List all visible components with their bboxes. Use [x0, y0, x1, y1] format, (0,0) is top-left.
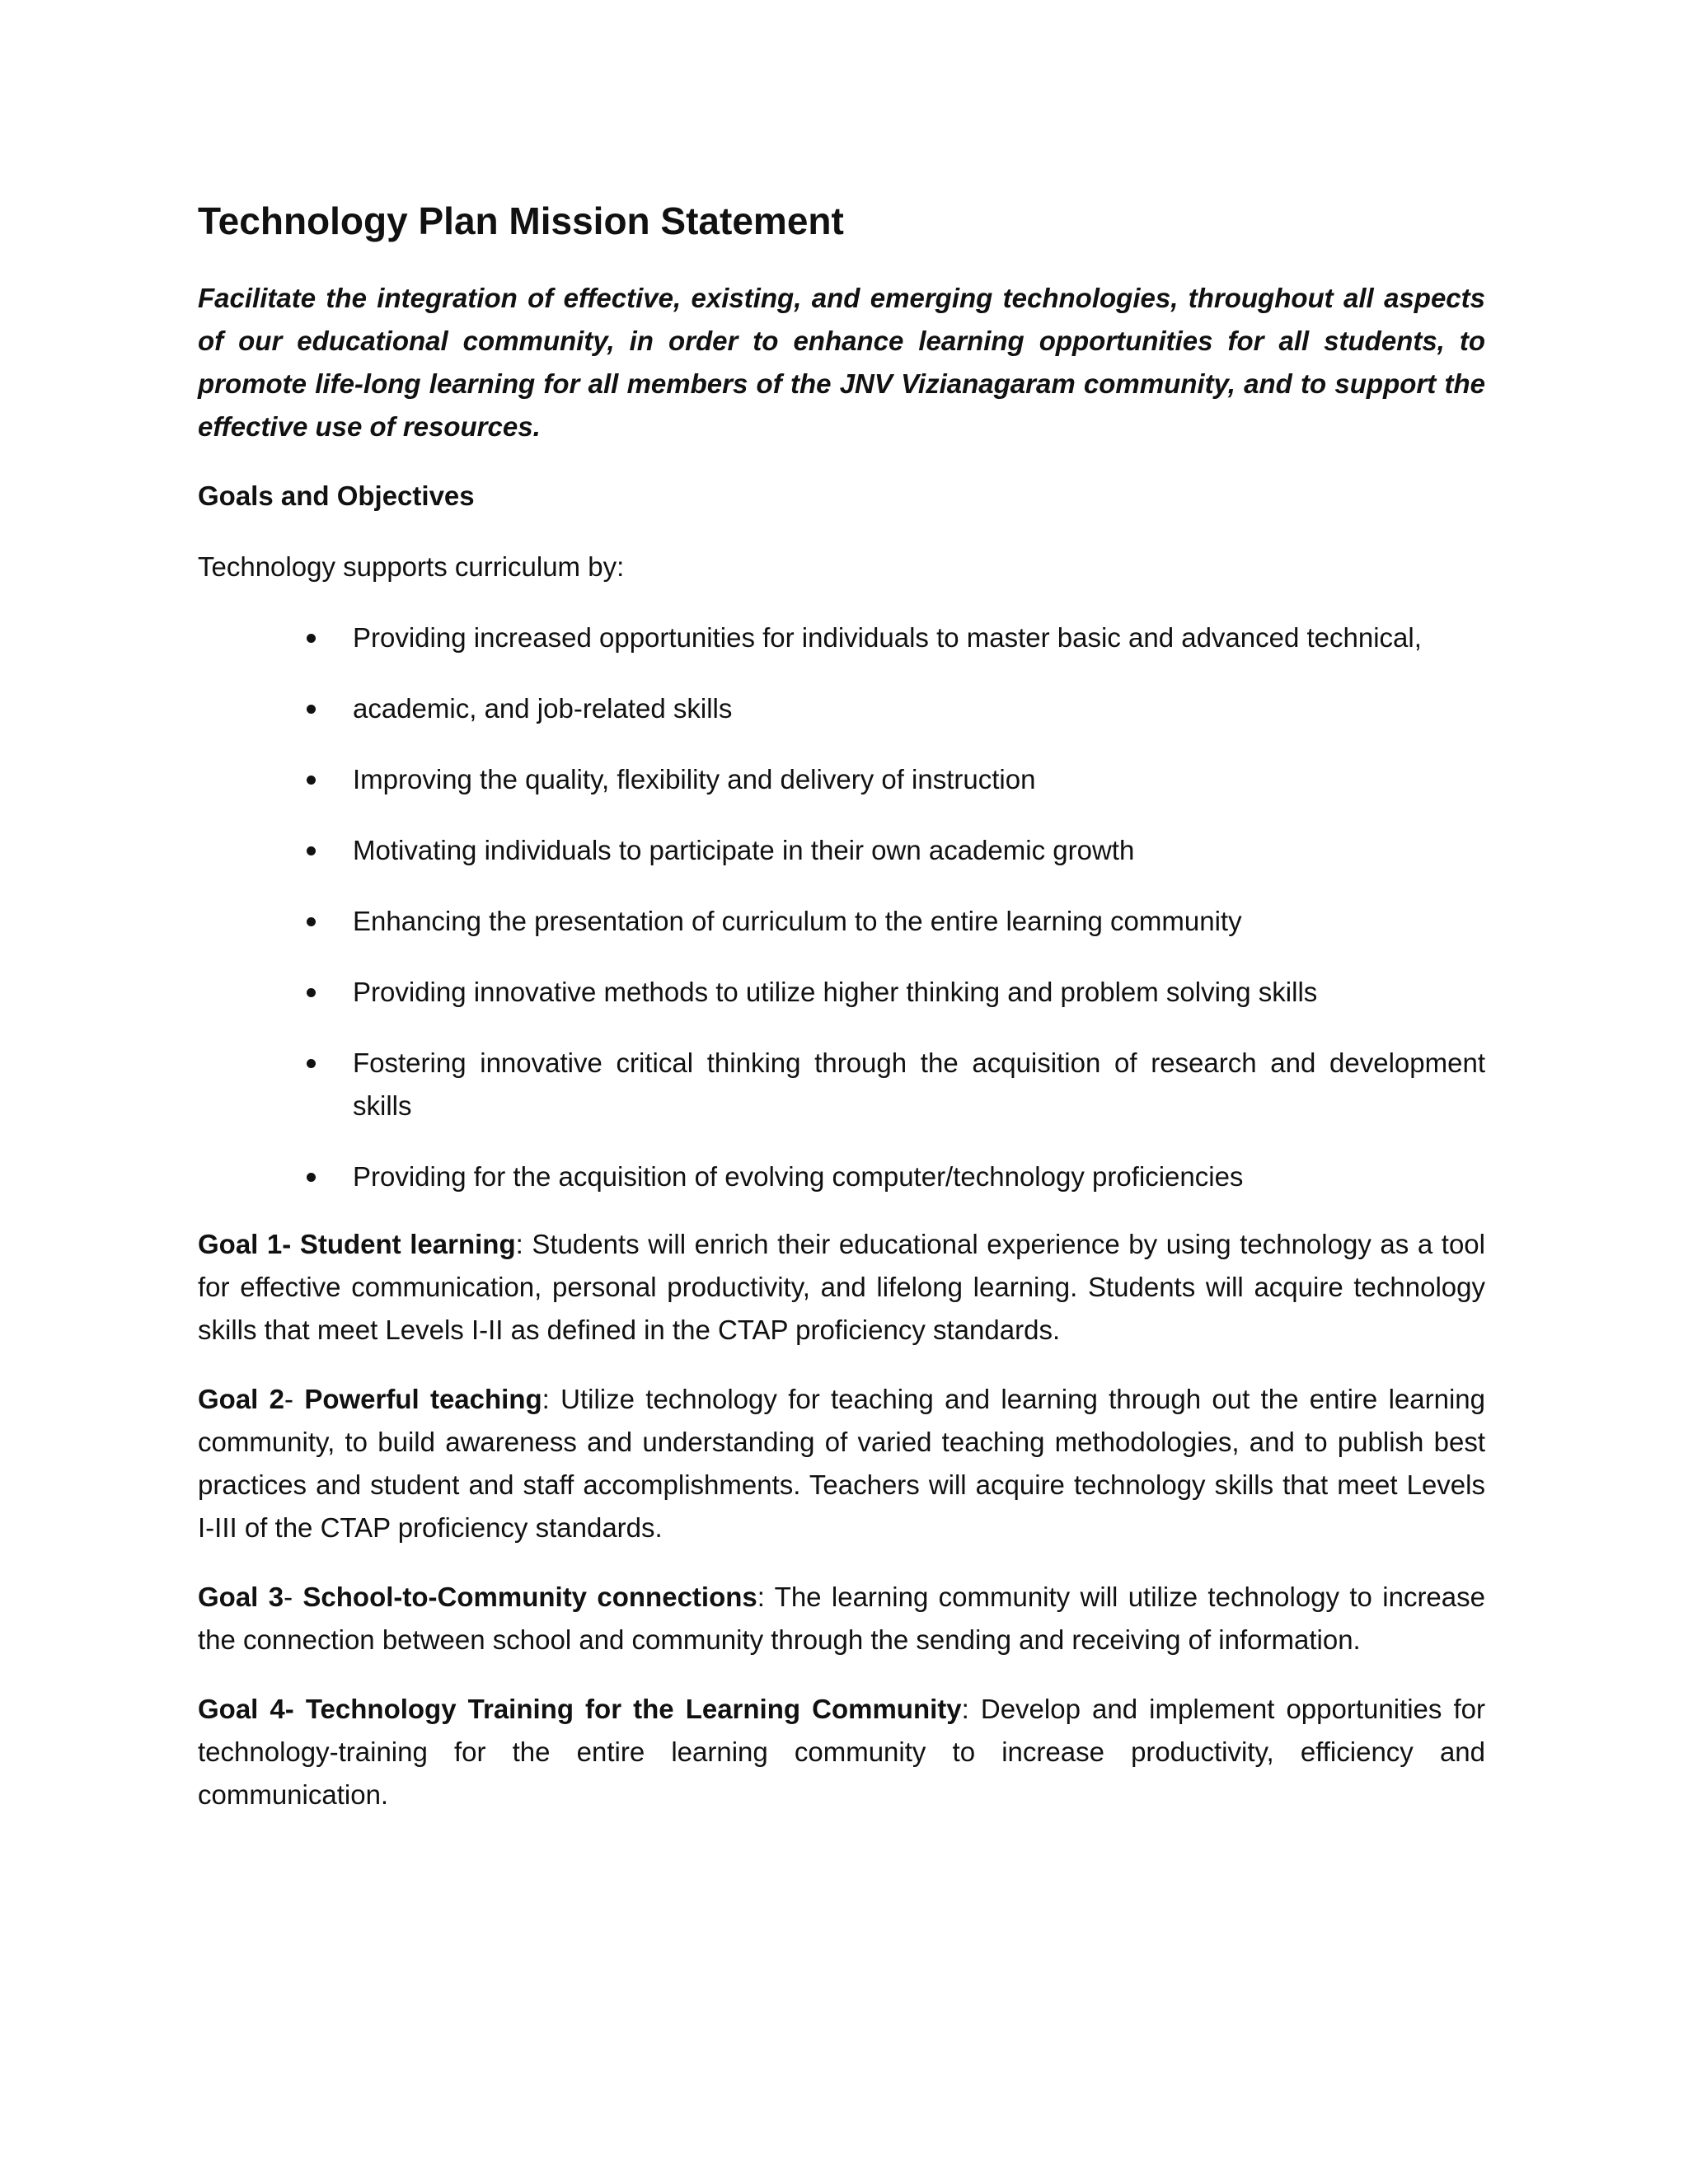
list-item: [198, 1042, 1485, 1127]
bullet-icon: [307, 988, 316, 997]
list-item: [198, 900, 1485, 943]
goal-3-text: : The learning community will utilize technology to increase the connection between school and community through the sending and receiving of information.: [198, 1582, 1485, 1655]
bullet-icon: [307, 705, 316, 714]
goal-4-text: : Develop and implement opportunities for technology-training for the entire learning community to increase productivity, efficiency and communication.: [198, 1694, 1485, 1810]
list-item-text: academic, and job-related skills: [353, 693, 733, 724]
list-item: [198, 971, 1485, 1014]
page-title: Technology Plan Mission Statement: [198, 199, 844, 242]
bullet-icon: [307, 634, 316, 643]
goal-1-paragraph: [198, 1223, 1485, 1352]
list-item-text: Providing innovative methods to utilize higher thinking and problem solving skills: [353, 977, 1318, 1007]
list-item-text: Motivating individuals to participate in their own academic growth: [353, 835, 1135, 865]
goal-1-text: : Students will enrich their educational experience by using technology as a tool for effective communication, personal productivity, and lifelong learning. Students will acquire technology skills that meet Levels I-II as defined in the CTAP proficiency standards.: [198, 1229, 1485, 1345]
bullet-icon: [307, 846, 316, 855]
list-item: [198, 758, 1485, 801]
list-item-text: Providing increased opportunities for individuals to master basic and advanced technical,: [353, 622, 1422, 653]
curriculum-support-list: [198, 616, 1485, 1198]
list-item-text: Fostering innovative critical thinking through the acquisition of research and development skills: [353, 1047, 1485, 1121]
goal-2-paragraph: [198, 1378, 1485, 1549]
list-item-text: Enhancing the presentation of curriculum to the entire learning community: [353, 906, 1242, 936]
goal-4-paragraph: [198, 1688, 1485, 1816]
document-body: [198, 196, 1485, 1843]
list-item: [198, 1155, 1485, 1198]
goal-3-paragraph: [198, 1576, 1485, 1661]
list-item: [198, 829, 1485, 872]
mission-statement: Facilitate the integration of effective, existing, and emerging technologies, throughout all aspects of our educational community, in order to enhance learning opportunities for all students, to promote life-long learning for all members of the JNV Vizianagaram community, and to support the effective use of resources.: [198, 283, 1485, 442]
goals-heading: Goals and Objectives: [198, 480, 475, 511]
goal-3-separator: -: [284, 1582, 303, 1612]
bullet-icon: [307, 917, 316, 926]
list-item-text: Improving the quality, flexibility and delivery of instruction: [353, 764, 1036, 794]
goal-4-label: Goal 4- Technology Training for the Learning Community: [198, 1694, 962, 1724]
list-item: [198, 687, 1485, 730]
goal-2-name: Powerful teaching: [304, 1384, 542, 1414]
intro-text: Technology supports curriculum by:: [198, 551, 625, 582]
list-item: [198, 616, 1485, 659]
goal-2-label: Goal 2: [198, 1384, 285, 1414]
bullet-icon: [307, 1059, 316, 1068]
goal-2-text: : Utilize technology for teaching and learning through out the entire learning community, to build awareness and understanding of varied teaching methodologies, and to publish best practices and student and staff accomplishments. Teachers will acquire technology skills that meet Levels I-III of the CTAP proficiency standards.: [198, 1384, 1485, 1543]
goal-3-label: Goal 3: [198, 1582, 284, 1612]
goal-2-separator: -: [284, 1384, 305, 1414]
bullet-icon: [307, 1173, 316, 1182]
goal-1-label: Goal 1- Student learning: [198, 1229, 516, 1259]
list-item-text: Providing for the acquisition of evolving computer/technology proficiencies: [353, 1161, 1244, 1192]
bullet-icon: [307, 776, 316, 785]
goal-3-name: School-to-Community connections: [302, 1582, 757, 1612]
